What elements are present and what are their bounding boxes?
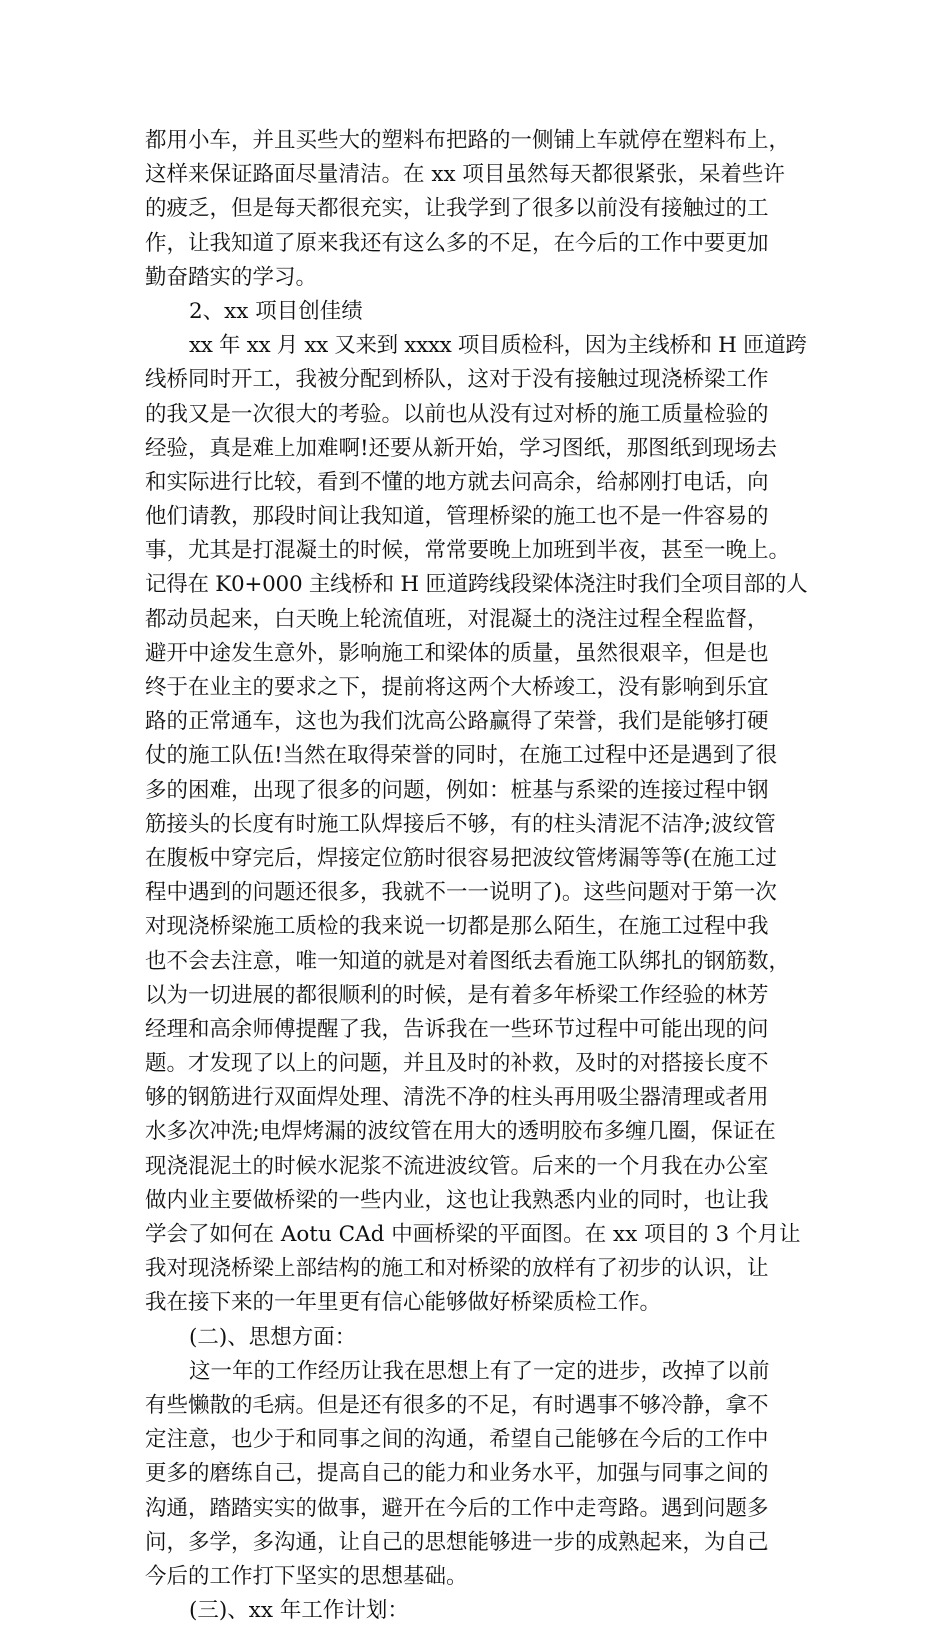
text-line: 沟通，踏踏实实的做事，避开在今后的工作中走弯路。遇到问题多	[145, 1495, 769, 1521]
text-line: 现浇混泥土的时候水泥浆不流进波纹管。后来的一个月我在办公室	[145, 1153, 769, 1179]
text-line: 避开中途发生意外，影响施工和梁体的质量，虽然很艰辛，但是也	[145, 640, 769, 666]
text-line: (二)、思想方面：	[189, 1324, 357, 1350]
text-line: 定注意，也少于和同事之间的沟通，希望自己能够在今后的工作中	[145, 1427, 769, 1453]
text-line: 勤奋踏实的学习。	[145, 264, 318, 290]
text-line: 今后的工作打下坚实的思想基础。	[145, 1563, 468, 1589]
text-line: 2、xx 项目创佳绩	[189, 298, 363, 324]
text-line: 对现浇桥梁施工质检的我来说一切都是那么陌生，在施工过程中我	[145, 914, 769, 940]
text-line: 他们请教，那段时间让我知道，管理桥梁的施工也不是一件容易的	[145, 504, 769, 530]
text-line: 事，尤其是打混凝土的时候，常常要晚上加班到半夜，甚至一晚上。	[145, 538, 791, 564]
text-line: 多的困难，出现了很多的问题，例如：桩基与系梁的连接过程中钢	[145, 777, 769, 803]
text-line: 有些懒散的毛病。但是还有很多的不足，有时遇事不够冷静，拿不	[145, 1392, 769, 1418]
text-line: 的疲乏，但是每天都很充实，让我学到了很多以前没有接触过的工	[145, 196, 769, 222]
text-line: 也不会去注意，唯一知道的就是对着图纸去看施工队绑扎的钢筋数，	[145, 948, 791, 974]
text-line: 够的钢筋进行双面焊处理、清洗不净的柱头再用吸尘器清理或者用	[145, 1085, 769, 1111]
text-line: 都动员起来，白天晚上轮流值班，对混凝土的浇注过程全程监督，	[145, 606, 769, 632]
text-line: 学会了如何在 Aotu CAd 中画桥梁的平面图。在 xx 项目的 3 个月让	[145, 1222, 801, 1247]
text-line: 程中遇到的问题还很多，我就不一一说明了)。这些问题对于第一次	[145, 880, 777, 906]
text-line: 终于在业主的要求之下，提前将这两个大桥竣工，没有影响到乐宜	[145, 675, 769, 700]
document-body	[145, 124, 808, 1628]
text-line: 我对现浇桥梁上部结构的施工和对桥梁的放样有了初步的认识，让	[145, 1256, 769, 1282]
text-line: 经验，真是难上加难啊!还要从新开始，学习图纸，那图纸到现场去	[145, 435, 778, 461]
text-line: 更多的磨练自己，提高自己的能力和业务水平，加强与同事之间的	[145, 1461, 769, 1487]
text-line: 这一年的工作经历让我在思想上有了一定的进步，改掉了以前	[189, 1358, 770, 1384]
text-line: 作，让我知道了原来我还有这么多的不足，在今后的工作中要更加	[145, 230, 769, 256]
text-line: 路的正常通车，这也为我们沈高公路赢得了荣誉，我们是能够打硬	[145, 709, 769, 735]
text-line: 都用小车，并且买些大的塑料布把路的一侧铺上车就停在塑料布上，	[145, 128, 791, 153]
text-line: 做内业主要做桥梁的一些内业，这也让我熟悉内业的同时，也让我	[145, 1187, 769, 1213]
text-line: 经理和高余师傅提醒了我，告诉我在一些环节过程中可能出现的问	[145, 1016, 769, 1042]
text-line: 在腹板中穿完后，焊接定位筋时很容易把波纹管烤漏等等(在施工过	[145, 845, 777, 871]
text-line: 我在接下来的一年里更有信心能够做好桥梁质检工作。	[145, 1290, 662, 1316]
text-line: 的我又是一次很大的考验。以前也从没有过对桥的施工质量检验的	[145, 401, 769, 427]
text-line: (三)、xx 年工作计划：	[189, 1598, 409, 1624]
text-line: 以为一切进展的都很顺利的时候，是有着多年桥梁工作经验的林芳	[145, 982, 769, 1008]
text-line: 筋接头的长度有时施工队焊接后不够，有的柱头清泥不洁净;波纹管	[145, 811, 776, 837]
text-line: xx 年 xx 月 xx 又来到 xxxx 项目质检科，因为主线桥和 H 匝道跨	[189, 333, 807, 359]
text-line: 仗的施工队伍!当然在取得荣誉的同时，在施工过程中还是遇到了很	[145, 743, 778, 769]
text-line: 这样来保证路面尽量清洁。在 xx 项目虽然每天都很紧张，呆着些许	[145, 162, 785, 188]
text-line: 记得在 K0+000 主线桥和 H 匝道跨线段梁体浇注时我们全项目部的人	[145, 572, 808, 598]
text-line: 和实际进行比较，看到不懂的地方就去问高余，给郝刚打电话，向	[145, 469, 769, 495]
text-line: 线桥同时开工，我被分配到桥队，这对于没有接触过现浇桥梁工作	[145, 367, 769, 393]
text-line: 水多次冲洗;电焊烤漏的波纹管在用大的透明胶布多缠几圈，保证在	[145, 1119, 776, 1145]
text-line: 题。才发现了以上的问题，并且及时的补救，及时的对搭接长度不	[145, 1051, 769, 1077]
text-line: 问，多学，多沟通，让自己的思想能够进一步的成熟起来，为自己	[145, 1529, 769, 1555]
